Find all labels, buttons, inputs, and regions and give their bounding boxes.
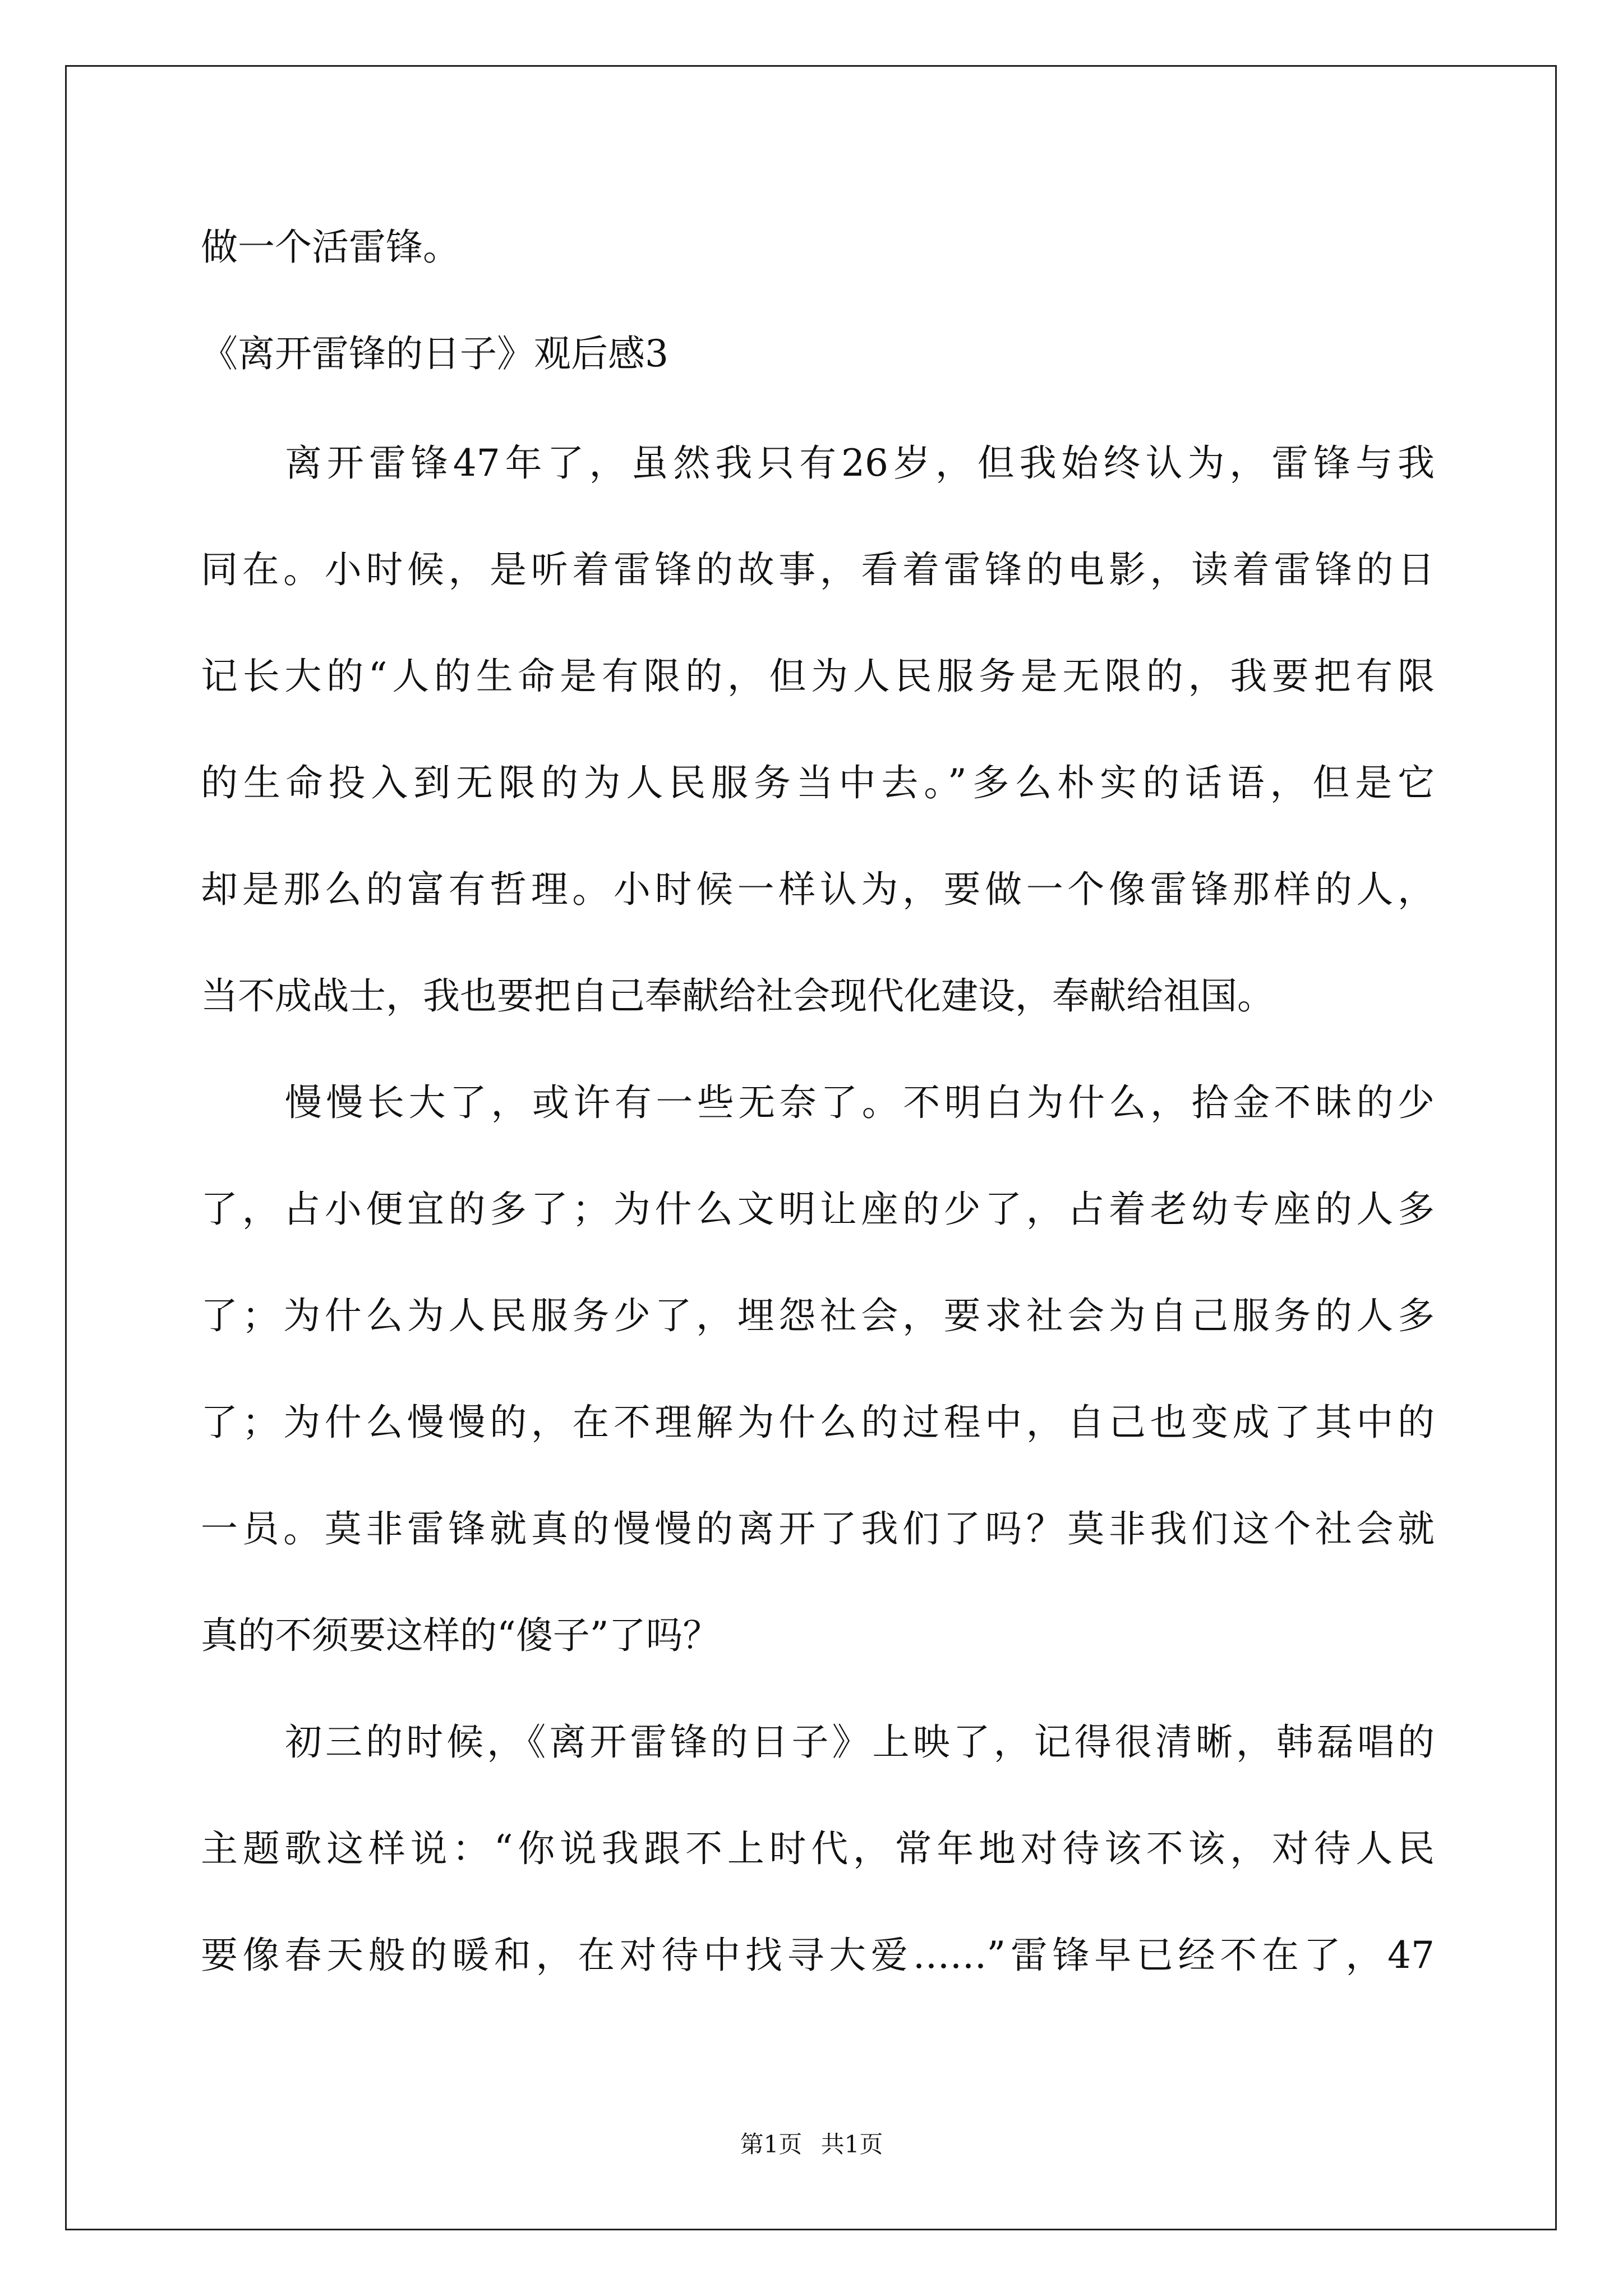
paragraph-2-line-5: 一员。莫非雷锋就真的慢慢的离开了我们了吗？莫非我们这个社会就 <box>201 1507 1435 1550</box>
page-total: 共1页 <box>820 2131 883 2158</box>
paragraph-2-line-6: 真的不须要这样的“傻子”了吗？ <box>201 1614 720 1657</box>
paragraph-1-line-1: 离开雷锋47年了，虽然我只有26岁，但我始终认为，雷锋与我 <box>285 441 1435 485</box>
paragraph-3-line-1: 初三的时候，《离开雷锋的日子》上映了，记得很清晰，韩磊唱的 <box>285 1720 1435 1764</box>
closing-line: 做一个活雷锋。 <box>201 226 460 269</box>
page-border <box>65 65 1557 2230</box>
paragraph-3-line-3: 要像春天般的暖和，在对待中找寻大爱……”雷锋早已经不在了，47 <box>201 1934 1435 1977</box>
paragraph-1-line-4: 的生命投入到无限的为人民服务当中去。”多么朴实的话语，但是它 <box>201 761 1435 804</box>
paragraph-2-line-1: 慢慢长大了，或许有一些无奈了。不明白为什么，拾金不昧的少 <box>285 1081 1435 1124</box>
paragraph-2-line-2: 了，占小便宜的多了；为什么文明让座的少了，占着老幼专座的人多 <box>201 1188 1435 1231</box>
page-number: 第1页 <box>740 2131 803 2158</box>
paragraph-2-line-4: 了；为什么慢慢的，在不理解为什么的过程中，自己也变成了其中的 <box>201 1401 1435 1444</box>
paragraph-1-line-5: 却是那么的富有哲理。小时候一样认为，要做一个像雷锋那样的人， <box>201 868 1435 911</box>
paragraph-1-line-6: 当不成战士，我也要把自己奉献给社会现代化建设，奉献给祖国。 <box>201 974 1274 1018</box>
section-title: 《离开雷锋的日子》观后感3 <box>201 332 668 375</box>
paragraph-1-line-3: 记长大的“人的生命是有限的，但为人民服务是无限的，我要把有限 <box>201 655 1435 698</box>
paragraph-3-line-2: 主题歌这样说：“你说我跟不上时代，常年地对待该不该，对待人民 <box>201 1827 1435 1870</box>
page-footer <box>0 2133 1623 2156</box>
paragraph-1-line-2: 同在。小时候，是听着雷锋的故事，看着雷锋的电影，读着雷锋的日 <box>201 548 1435 591</box>
paragraph-2-line-3: 了；为什么为人民服务少了，埋怨社会，要求社会为自己服务的人多 <box>201 1294 1435 1337</box>
